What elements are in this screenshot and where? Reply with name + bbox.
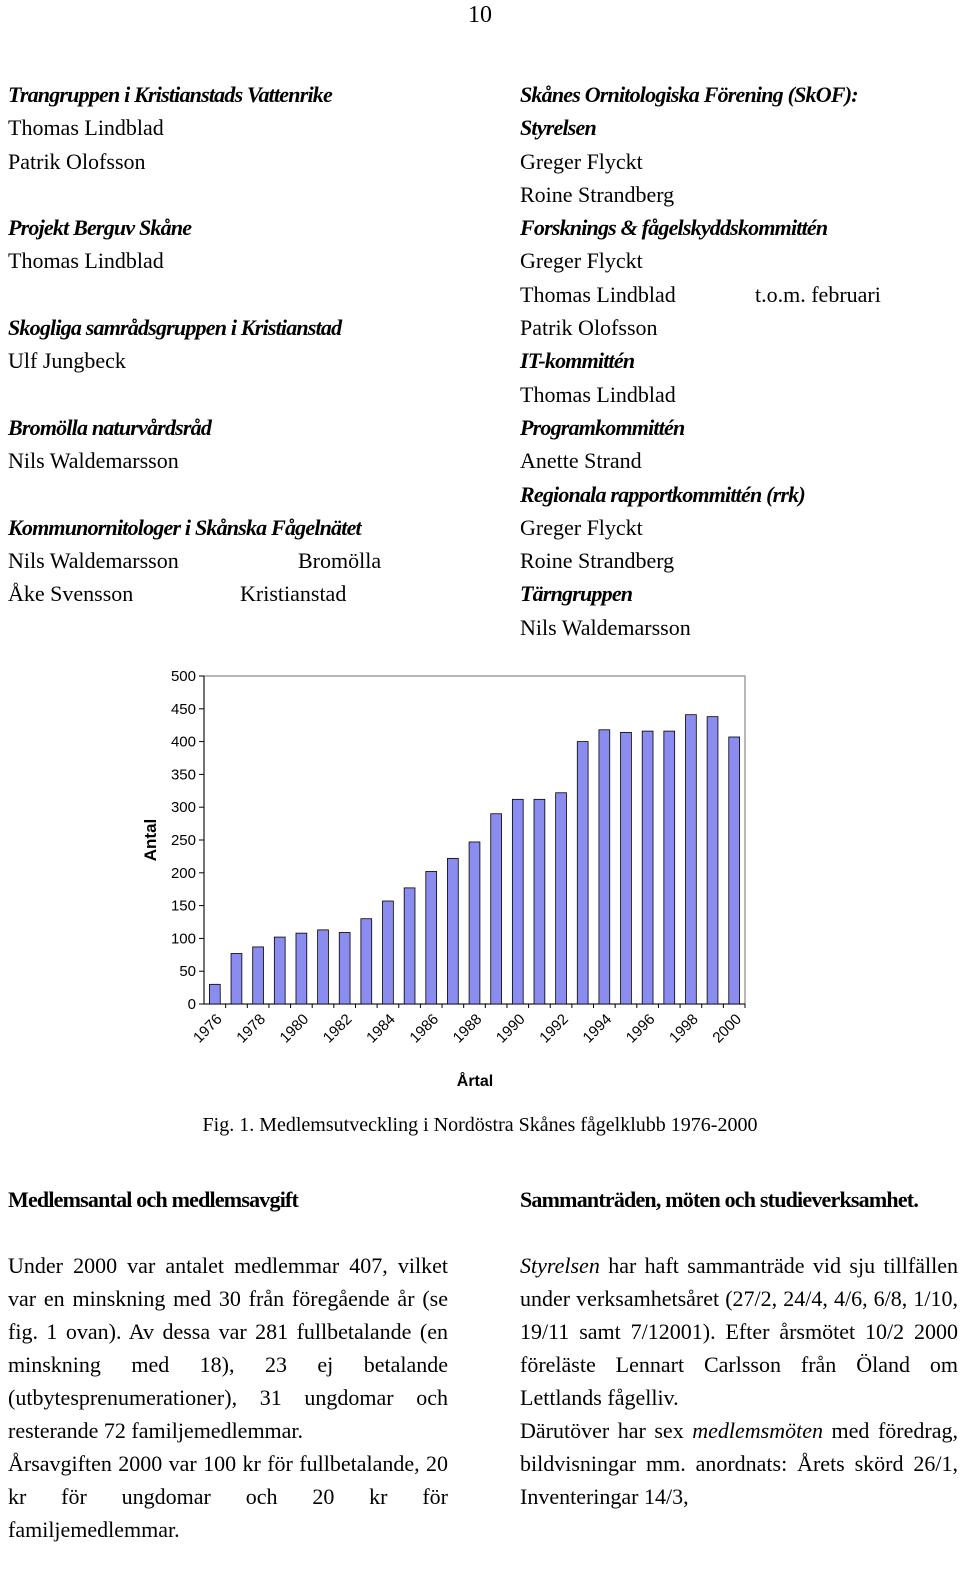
member-name: Thomas Lindblad <box>8 115 164 141</box>
member-name: Åke Svensson <box>8 581 134 607</box>
meetings-section <box>520 1183 958 1513</box>
member-note: t.o.m. februari <box>755 281 881 307</box>
member-name: Anette Strand <box>520 448 642 474</box>
bar <box>253 947 264 1004</box>
membership-bar-chart <box>120 668 760 1100</box>
group-heading: Programkommittén <box>520 414 685 440</box>
group-heading: Regionala rapportkommittén (rrk) <box>520 481 805 507</box>
bar <box>274 937 285 1004</box>
group-heading: Projekt Berguv Skåne <box>8 215 192 241</box>
y-tick-label: 50 <box>179 963 196 981</box>
member-name: Greger Flyckt <box>520 248 643 274</box>
bar <box>296 933 307 1004</box>
membership-section <box>8 1183 448 1546</box>
section-heading: Sammanträden, möten och studieverksamhet. <box>520 1187 919 1212</box>
member-name: Patrik Olofsson <box>8 148 146 174</box>
paragraph-text: har haft sammanträde vid sju tillfällen under verksamhetsåret (27/2, 24/4, 4/6, 6/8, 1/10, 19/11 samt 7/12001). Efter årsmötet 10/2 2000 föreläste Lennart Carlsson från Öland om Lettlands fågelliv. <box>520 1253 958 1410</box>
group-heading: Styrelsen <box>520 115 596 141</box>
x-axis-label: Årtal <box>456 1073 494 1090</box>
bar <box>512 799 523 1004</box>
member-name: Roine Strandberg <box>520 548 675 574</box>
x-tick-label: 1978 <box>233 1010 269 1047</box>
paragraph: Under 2000 var antalet medlemmar 407, vilket var en minskning med 30 från föregående år (se fig. 1 ovan). Av dessa var 281 fullbetalande (en minskning med 18), 23 ej betalande (utbytesprenumerationer), 31 ungdomar och resterande 72 familjemedlemmar. <box>8 1253 448 1443</box>
y-tick-label: 150 <box>170 897 196 915</box>
x-tick-label: 1976 <box>190 1010 226 1047</box>
paragraph <box>520 1414 958 1513</box>
member-name: Thomas Lindblad <box>520 381 676 407</box>
section-heading: Medlemsantal och medlemsavgift <box>8 1187 299 1212</box>
bar <box>447 858 458 1004</box>
member-name: Thomas Lindblad <box>8 248 164 274</box>
y-tick-label: 350 <box>170 766 196 784</box>
y-tick-label: 200 <box>170 864 196 882</box>
x-tick-label: 1994 <box>579 1010 616 1047</box>
x-tick-label: 1992 <box>536 1010 572 1047</box>
group-heading: Skogliga samrådsgruppen i Kristianstad <box>8 315 342 341</box>
paragraph <box>520 1249 958 1414</box>
bar <box>209 984 220 1004</box>
bar <box>469 842 480 1004</box>
bar <box>534 799 545 1004</box>
right-column <box>520 78 960 644</box>
left-column <box>8 78 468 611</box>
org-heading: Skånes Ornitologiska Förening (SkOF): <box>520 82 858 107</box>
paragraph-text: Därutöver har sex <box>520 1418 693 1443</box>
bar <box>556 793 567 1004</box>
x-tick-label: 1988 <box>449 1010 486 1047</box>
bar <box>577 742 588 1004</box>
y-axis-label: Antal <box>141 818 160 862</box>
member-name: Nils Waldemarsson <box>520 614 691 640</box>
member-name: Roine Strandberg <box>520 181 675 207</box>
group-heading: Forsknings & fågelskyddskommittén <box>520 215 828 241</box>
bar <box>707 717 718 1004</box>
bar <box>685 715 696 1004</box>
x-tick-label: 1998 <box>666 1010 702 1047</box>
x-tick-label: 1990 <box>492 1010 529 1047</box>
y-tick-label: 100 <box>170 930 196 948</box>
y-tick-label: 300 <box>170 799 196 817</box>
member-name: Ulf Jungbeck <box>8 348 126 374</box>
x-tick-label: 1986 <box>406 1010 443 1047</box>
member-row <box>520 278 960 311</box>
y-tick-label: 500 <box>170 668 196 685</box>
paragraph-text: med föredrag, bildvisningar mm. anordnats: Årets skörd 26/1, Inventeringar 14/3, <box>520 1418 958 1509</box>
y-tick-label: 0 <box>187 996 196 1013</box>
member-name: Greger Flyckt <box>520 148 643 174</box>
bar <box>729 737 740 1004</box>
bar <box>231 953 242 1004</box>
y-tick-label: 450 <box>170 700 196 718</box>
member-row <box>8 577 468 610</box>
bar <box>404 888 415 1004</box>
member-name: Greger Flyckt <box>520 514 643 540</box>
bar <box>642 731 653 1004</box>
x-tick-label: 1984 <box>363 1010 399 1047</box>
member-municipality: Bromölla <box>298 548 382 574</box>
member-name: Nils Waldemarsson <box>8 548 179 574</box>
emphasis: medlemsmöten <box>692 1418 823 1443</box>
group-heading: Trangruppen i Kristianstads Vattenrike <box>8 82 332 107</box>
page-number: 10 <box>468 2 492 28</box>
x-tick-label: 2000 <box>709 1010 746 1047</box>
group-heading: Tärngruppen <box>520 581 633 607</box>
member-municipality: Kristianstad <box>240 581 347 607</box>
x-tick-label: 1996 <box>622 1010 659 1047</box>
member-row <box>8 544 468 577</box>
member-name: Nils Waldemarsson <box>8 448 179 474</box>
paragraph: Årsavgiften 2000 var 100 kr för fullbetalande, 20 kr för ungdomar och 20 kr för familjemedlemmar. <box>8 1451 448 1542</box>
x-tick-label: 1980 <box>276 1010 313 1047</box>
emphasis: Styrelsen <box>520 1253 600 1278</box>
bar <box>339 932 350 1004</box>
bar <box>491 814 502 1004</box>
bar <box>621 732 632 1004</box>
group-heading: Kommunornitologer i Skånska Fågelnätet <box>8 514 361 540</box>
bar <box>426 871 437 1004</box>
x-tick-label: 1982 <box>319 1010 356 1047</box>
bar <box>664 731 675 1004</box>
group-heading: IT-kommittén <box>520 348 635 374</box>
bar <box>318 930 329 1004</box>
member-name: Thomas Lindblad <box>520 281 676 307</box>
y-tick-label: 250 <box>170 832 196 849</box>
bar <box>599 730 610 1004</box>
y-tick-label: 400 <box>170 733 196 751</box>
member-name: Patrik Olofsson <box>520 315 658 341</box>
figure-caption: Fig. 1. Medlemsutveckling i Nordöstra Skånes fågelklubb 1976-2000 <box>202 1114 758 1136</box>
bar <box>361 919 372 1004</box>
group-heading: Bromölla naturvårdsråd <box>8 414 212 440</box>
bar <box>383 901 394 1004</box>
